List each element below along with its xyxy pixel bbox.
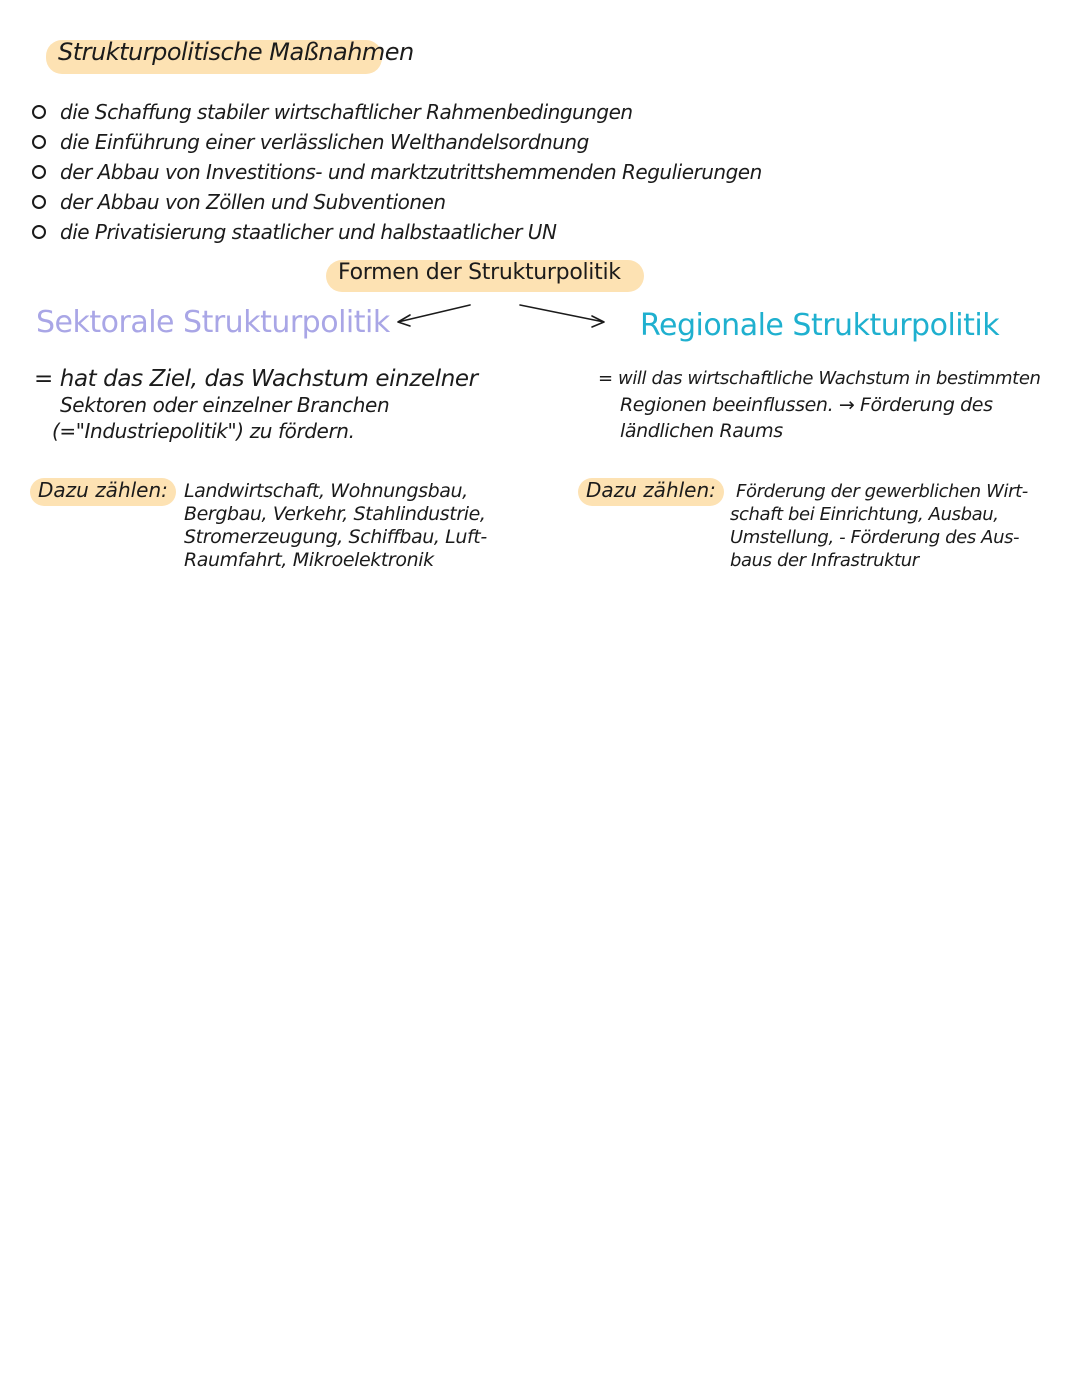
- regionale-dazu-line: schaft bei Einrichtung, Ausbau,: [730, 504, 999, 525]
- sektorale-dazu-line: Landwirtschaft, Wohnungsbau,: [184, 480, 468, 502]
- sektorale-dazu-line: Stromerzeugung, Schiffbau, Luft-: [184, 526, 487, 548]
- sektorale-title: Sektorale Strukturpolitik: [36, 305, 390, 340]
- sektorale-definition-line: (="Industriepolitik") zu fördern.: [52, 419, 355, 443]
- regionale-dazu-list: [730, 480, 1028, 572]
- measure-text: die Schaffung stabiler wirtschaftlicher Rahmenbedingungen: [60, 100, 633, 124]
- regionale-definition-line: ländlichen Raums: [620, 420, 783, 442]
- sektorale-dazu-line: Bergbau, Verkehr, Stahlindustrie,: [184, 503, 486, 525]
- regionale-definition-line: = will das wirtschaftliche Wachstum in bestimmten: [598, 368, 1041, 389]
- sektorale-definition-line: = hat das Ziel, das Wachstum einzelner: [34, 366, 478, 392]
- regionale-definition-line: Regionen beeinflussen. → Förderung des: [620, 394, 993, 416]
- page-title: Strukturpolitische Maßnahmen: [58, 38, 414, 66]
- left-arrow-icon: [398, 305, 470, 326]
- regionale-dazu-label: Dazu zählen:: [586, 478, 716, 502]
- regionale-definition: [598, 366, 1041, 444]
- right-arrow-icon: [520, 305, 604, 327]
- regionale-dazu-line: baus der Infrastruktur: [730, 550, 919, 571]
- measure-text: der Abbau von Zöllen und Subventionen: [60, 190, 446, 214]
- regionale-dazu-line: Umstellung, - Förderung des Aus-: [730, 527, 1020, 548]
- sektorale-dazu-list: [184, 480, 487, 572]
- sektorale-definition-line: Sektoren oder einzelner Branchen: [60, 393, 390, 417]
- sektorale-dazu-line: Raumfahrt, Mikroelektronik: [184, 549, 434, 571]
- measure-text: die Privatisierung staatlicher und halbstaatlicher UN: [60, 220, 557, 244]
- regionale-dazu-line: Förderung der gewerblichen Wirt-: [736, 481, 1028, 502]
- measure-text: der Abbau von Investitions- und marktzutrittshemmenden Regulierungen: [60, 160, 762, 184]
- forms-title: Formen der Strukturpolitik: [338, 260, 621, 285]
- sektorale-definition: [34, 366, 478, 444]
- measure-text: die Einführung einer verlässlichen Welthandelsordnung: [60, 130, 589, 154]
- sektorale-dazu-label: Dazu zählen:: [38, 478, 168, 502]
- regionale-title: Regionale Strukturpolitik: [640, 308, 1000, 343]
